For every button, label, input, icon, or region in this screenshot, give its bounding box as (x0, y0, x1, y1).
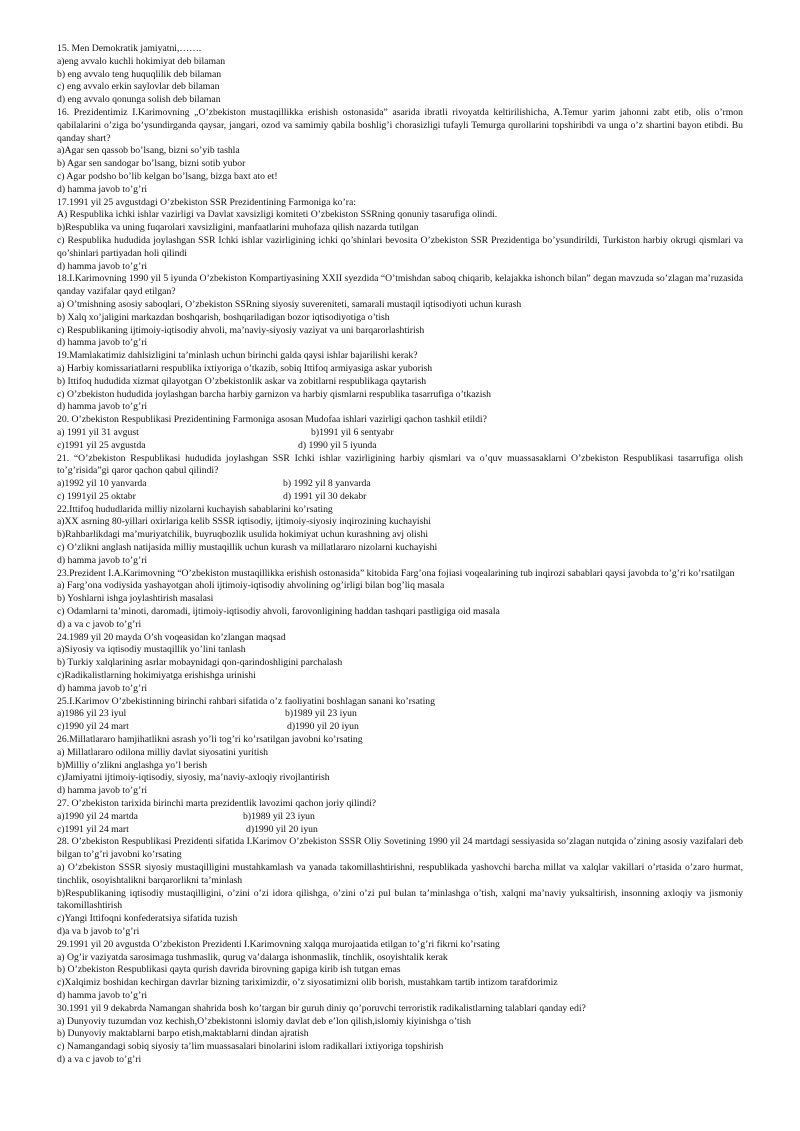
answer-option: c)1990 yil 24 mart (57, 721, 129, 733)
answer-option: a)Siyosiy va iqtisodiy mustaqillik yo’lini tanlash (57, 644, 246, 656)
question-text: 30.1991 yil 9 dekabrda Namangan shahrida bosh ko’targan bir guruh diniy qo’poruvchi terroristik radikalistlarning talablari qanday edi? (57, 1002, 586, 1014)
answer-option: a) Farg’ona vodiysida yashayotgan aholi ijtimoiy-iqtisodiy ahvolining og’irligi bilan bog’liq masala (57, 580, 445, 592)
question-text: 27. O’zbekiston tarixida birinchi marta prezidentlik lavozimi qachon joriy qilindi? (57, 798, 377, 810)
answer-option: b)1991 yil 6 sentyabr (311, 426, 394, 438)
answer-option: b) Ittifoq hududida xizmat qilayotgan O’zbekistonlik askar va zobitlarni respublikaga qaytarish (57, 375, 427, 387)
answer-option: a) Dunyoviy tuzumdan voz kechish,O’zbekistonni islomiy davlat deb e’lon qilish,islomiy kiyinishga o’tish (57, 1015, 471, 1027)
answer-option: a) Millatlararo odilona milliy davlat siyosatini yuritish (57, 746, 268, 758)
answer-option: d) a va c javob to’g’ri (57, 1053, 142, 1065)
answer-option: c)1991 yil 25 avgustda (57, 439, 146, 451)
answer-option: a) 1991 yil 31 avgust (57, 426, 139, 438)
answer-option: d)a va b javob to’g’ri (57, 925, 140, 937)
answer-option: d) hamma javob to’g’ri (57, 682, 148, 694)
answer-option: d) hamma javob to’g’ri (57, 401, 148, 413)
question-text: 16. Prezidentimiz I.Karimovning „O’zbekiston mustaqillikka erishish ostonasida” asarida ibratli rivoyatda keltirilishicha, A.Temur yarim jahonni zabt etib, olis o’rmon qabilalarini o’ziga bo’ysundirganda qaysar, jangari, ozod va samimiy qabila boshlig’i chorasizligi tufayli Temurga qurollarini topshiribdi va unga o’z shartini bayon etibdi. Bu qanday shart? (57, 106, 743, 144)
question-text: 21. “O’zbekiston Respublikasi hududida joylashgan SSR Ichki ishlar vazirligining harbiy qismlari va o’quv muassasaklarni O’zbekiston Respublikasi tasarrufiga olish to’g’risida”gi qaror qachon qabul qilindi? (57, 452, 743, 477)
answer-option: c) Odamlarni ta’minoti, daromadi, ijtimoiy-iqtisodiy ahvoli, farovonligining haddan tashqari pastligiga oid masala (57, 606, 500, 618)
answer-option: c)Xalqimiz boshidan kechirgan davrlar bizning tariximizdir, o’z siyosatimizni olib borish, mustahkam tartib intizom tarafdorimiz (57, 977, 558, 989)
answer-option: d) hamma javob to’g’ri (57, 260, 148, 272)
answer-option: c) Respublikaning ijtimoiy-iqtisodiy ahvoli, ma’naviy-siyosiy vaziyat va uni barqarorlashtirish (57, 324, 425, 336)
answer-option: c) Agar podsho bo’lib kelgan bo’lsang, bizga baxt ato et! (57, 170, 278, 182)
answer-option: a)1992 yil 10 yanvarda (57, 478, 147, 490)
answer-option: c) O’zlikni anglash natijasida milliy mustaqillik uchun kurash va millatlararo nizolarni kuchayishi (57, 542, 438, 554)
answer-option: b) Yoshlarni ishga joylashtirish masalasi (57, 593, 214, 605)
question-text: 25.I.Karimov O’zbekistinning birinchi rahbari sifatida o’z faoliyatini boshlagan sanani ko’rsating (57, 695, 435, 707)
answer-options-row (57, 427, 743, 440)
answer-option: c) Respublika hududida joylashgan SSR Ichki ishlar vazirligining ichki qo’shinlari bevosita O’zbekiston SSR Prezidentiga bo’ysundirildi, Turkiston harbiy okrugi qismlari va qo’shinlari partiyadan holi qilindi (57, 234, 743, 259)
answer-options-row (57, 478, 743, 491)
answer-option: a) Og’ir vaziyatda sarosimaga tushmaslik, qurug va’dalarga ishonmaslik, tinchlik, osoyishtalik kerak (57, 951, 448, 963)
answer-option: a)XX asrning 80-yillari oxirlariga kelib SSSR iqtisodiy, ijtimoiy-siyosiy inqirozining kuchayishi (57, 516, 431, 528)
answer-option: b) Xalq xo’jaligini markazdan boshqarish, boshqariladigan bozor iqtisodiyotiga o’tish (57, 311, 390, 323)
answer-options-row (57, 811, 743, 824)
answer-option: c)Radikalistlarning hokimiyatga erishishga urinishi (57, 670, 256, 682)
answer-option: d) hamma javob to’g’ri (57, 183, 148, 195)
answer-option: b) 1992 yil 8 yanvarda (283, 478, 371, 490)
answer-option: b)Respublikaning iqtisodiy mustaqilligini, o’zini o’zi idora qilishga, o’zini o’zi pul bulan ta’minlashga o’tish, xalqni ma’naviy yuksaltirish, insonning axloqiy va jismoniy takomillashtirish (57, 887, 743, 912)
answer-option: c)Yangi Ittifoqni konfederatsiya sifatida tuzish (57, 913, 238, 925)
answer-options-row (57, 440, 743, 453)
question-text: 24.1989 yil 20 mayda O’sh voqeasidan ko’zlangan maqsad (57, 631, 286, 643)
answer-option: a) O’zbekiston SSSR siyosiy mustaqilligini mustahkamlash va yanada takomillashtirishni, respublikada yashovchi barcha millat va xalqlar vakillari o’rtasida o’zaro hurmat, tinchlik, osoyishtalikni barqarorlikni ta’minlash (57, 862, 743, 886)
answer-option: A) Respublika ichki ishlar vazirligi va Davlat xavsizligi komiteti O’zbekiston SSRning qonuniy tasarufiga olindi. (57, 209, 498, 221)
answer-options-row (57, 708, 743, 721)
answer-options-row (57, 824, 743, 837)
answer-option: a)Agar sen qassob bo’lsang, bizni so’yib tashla (57, 145, 240, 157)
answer-option: a) O’tmishning asosiy saboqlari, O’zbekiston SSRning siyosiy suvereniteti, samarali mustaqil iqtisodiyoti uchun kurash (57, 298, 522, 310)
answer-option: b)Respublika va uning fuqarolari xavsizligini, manfaatlarini muhofaza qilish nazarda tutilgan (57, 222, 419, 234)
answer-option: c) O’zbekiston hududida joylashgan barcha harbiy garnizon va harbiy qismlarni respublika tasarrufiga o’tkazish (57, 388, 492, 400)
quiz-document (57, 43, 743, 1067)
answer-option: d)1990 yil 20 iyun (287, 721, 359, 733)
answer-option: d) hamma javob to’g’ri (57, 554, 148, 566)
answer-option: a) Harbiy komissariatlarni respublika ixtiyoriga o’tkazib, sobiq Ittifoq armiyasiga askar yuborish (57, 362, 433, 374)
answer-option: b) O’zbekiston Respublikasi qayta qurish davrida birovning gapiga kirib ish tutgan emas (57, 964, 401, 976)
answer-option: d) hamma javob to’g’ri (57, 989, 148, 1001)
answer-option: b) Dunyoviy maktablarni barpo etish,maktablarni dindan ajratish (57, 1028, 309, 1040)
answer-option: c) 1991yil 25 oktabr (57, 490, 136, 502)
answer-option: c)Jamiyatni ijtimoiy-iqtisodiy, siyosiy, ma’naviy-axloqiy rivojlantirish (57, 772, 330, 784)
question-text: 23.Prezident I.A.Karimovning “O’zbekiston mustaqillikka erishish ostonasida” kitobida Farg’ona fojiasi voqealarining tub inqirozi sabablari qaysi javobda to’g’ri ko’rsatilgan (57, 567, 735, 579)
question-text: 29.1991 yil 20 avgustda O’zbekiston Prezidenti I.Karimovning xalqqa murojaatida etilgan to’g’ri fikrni ko’rsating (57, 938, 500, 950)
question-text: 15. Men Demokratik jamiyatni,……. (57, 43, 202, 54)
answer-option: c) eng avvalo erkin saylovlar deb bilaman (57, 81, 220, 93)
question-text: 19.Mamlakatimiz dahlsizligini ta’minlash uchun birinchi galda qaysi ishlar bajarilishi kerak? (57, 350, 418, 362)
answer-option: b) Turkiy xalqlarining asrlar mobaynidagi qon-qarindoshligini parchalash (57, 657, 343, 669)
answer-option: c) Namangandagi sobiq siyosiy ta’lim muassasalari binolarini islom radikallari ixtiyoriga topshirish (57, 1041, 444, 1053)
answer-options-row (57, 491, 743, 504)
answer-option: d) hamma javob to’g’ri (57, 785, 148, 797)
answer-option: d) 1990 yil 5 iyunda (298, 439, 377, 451)
answer-options-row (57, 721, 743, 734)
answer-option: a)1990 yil 24 martda (57, 810, 138, 822)
question-text: 18.I.Karimovning 1990 yil 5 iyunda O’zbekiston Kompartiyasining XXII syezdida “O’tmishdan saboq chiqarib, kelajakka ishonch bilan” degan mavzuda so’zlagan ma’ruzasida qanday vazifalar qayd etilgan? (57, 273, 743, 298)
answer-option: b)1989 yil 23 iyun (285, 708, 357, 720)
answer-option: b) Agar sen sandogar bo’lsang, bizni sotib yubor (57, 158, 246, 170)
answer-option: b) eng avvalo teng huquqlilik deb bilaman (57, 68, 222, 80)
answer-option: d)1990 yil 20 iyun (246, 823, 318, 835)
question-text: 26.Millatlararo hamjihatlikni asrash yo’li tog’ri ko’rsatilgan javobni ko’rsating (57, 734, 363, 746)
answer-option: d) a va c javob to’g’ri (57, 618, 142, 630)
question-text: 28. O’zbekiston Respublikasi Prezidenti sifatida I.Karimov O’zbekiston SSSR Oliy Sovetining 1990 yil 24 martdagi sessiyasida so’zlagan nutqida o’zining asosiy vazifalari deb bilgan to’g’ri javobni ko’rsating (57, 836, 743, 861)
answer-option: d) hamma javob to’g’ri (57, 337, 148, 349)
answer-option: d) 1991 yil 30 dekabr (283, 490, 367, 502)
question-text: 17.1991 yil 25 avgustdagi O’zbekiston SSR Prezidentining Farmoniga ko’ra: (57, 196, 356, 208)
answer-option: b)Rahbarlikdagi ma’muriyatchilik, buyruqbozlik usulida hokimiyat uchun kurashning avj olishi (57, 529, 429, 541)
answer-option: a)eng avvalo kuchli hokimiyat deb bilaman (57, 55, 226, 67)
question-text: 22.Ittifoq hududlarida milliy nizolarni kuchayish sabablarini ko’rsating (57, 503, 333, 515)
answer-option: a)1986 yil 23 iyul (57, 708, 127, 720)
answer-option: d) eng avvalo qonunga solish deb bilaman (57, 94, 221, 106)
answer-option: b)1989 yil 23 iyun (243, 810, 315, 822)
answer-option: b)Milliy o’zlikni anglashga yo’l berish (57, 759, 208, 771)
answer-option: c)1991 yil 24 mart (57, 823, 129, 835)
question-text: 20. O’zbekiston Respublikasi Prezidentining Farmoniga asosan Mudofaa ishlari vazirligi qachon tashkil etildi? (57, 414, 487, 426)
